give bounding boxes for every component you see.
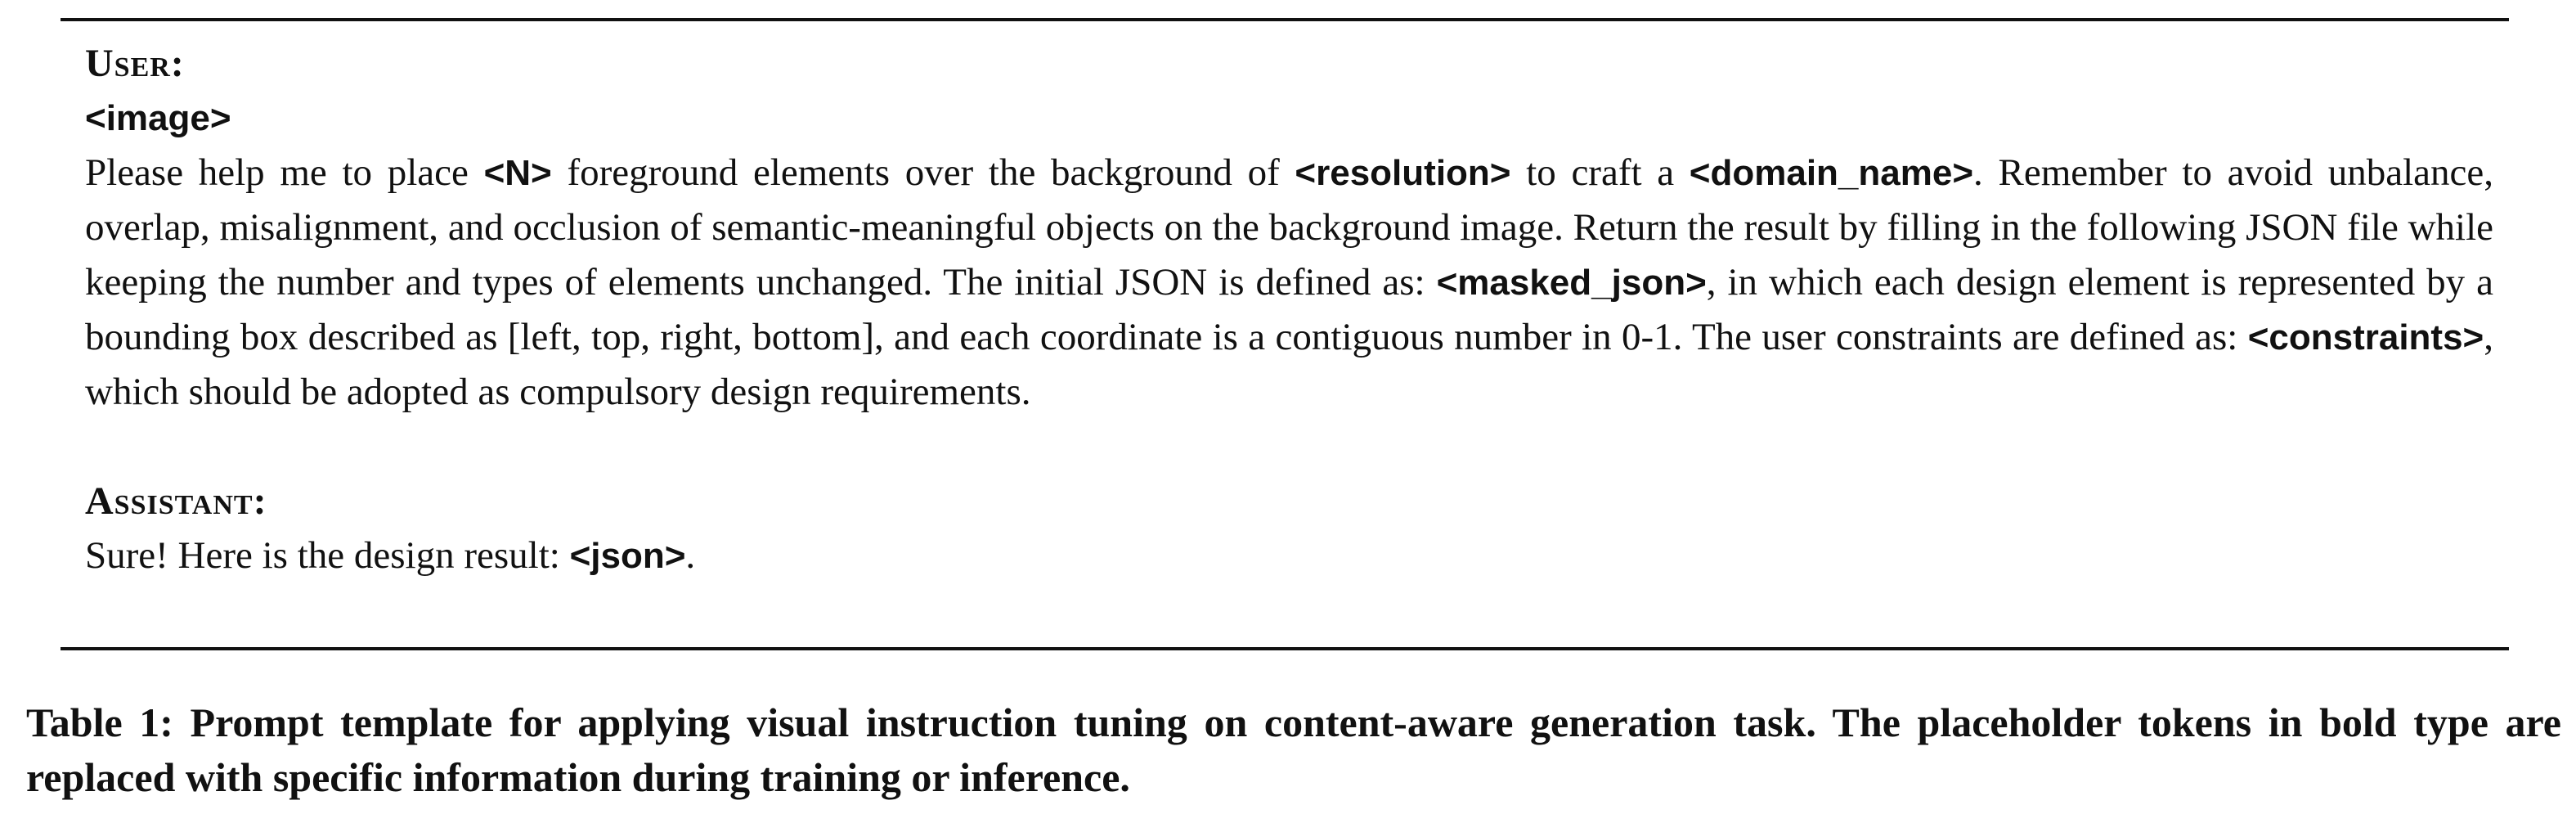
user-text-segment: Please help me to place [85, 151, 484, 194]
image-placeholder-token: <image> [85, 98, 231, 138]
constraints-placeholder-token: <constraints> [2247, 317, 2484, 358]
assistant-text-segment: Sure! Here is the design result: [85, 534, 570, 577]
table-top-rule [61, 18, 2509, 21]
user-text-segment: foreground elements over the background of [551, 151, 1295, 194]
user-text-segment: , which should be adopted as compulsory design requirements. [85, 316, 2493, 413]
assistant-speaker-label: Assistant: [85, 479, 267, 523]
resolution-placeholder-token: <resolution> [1295, 153, 1511, 193]
assistant-text-segment: . [685, 534, 696, 577]
table-caption: Table 1: Prompt template for applying visual instruction tuning on content-aware generation task. The placeholder tokens in bold type are replaced with specific information during training or inference. [26, 699, 2561, 800]
user-text-segment: , in which each design element is represented by a bounding box described as [left, top, right, bottom], and each coordinate is a contiguous number in 0-1. The user constraints are defined as: [85, 261, 2493, 358]
user-text-segment: to craft a [1510, 151, 1690, 194]
user-text-segment: . Remember to avoid unbalance, overlap, misalignment, and occlusion of semantic-meaningful objects on the background image. Return the result by filling in the following JSON file while keeping the number and types of elements unchanged. The initial JSON is defined as: [85, 151, 2493, 304]
json-placeholder-token: <json> [569, 536, 686, 576]
prompt-template-table [85, 36, 2493, 583]
domain-name-placeholder-token: <domain_name> [1689, 153, 1974, 193]
user-instruction-text [85, 146, 2493, 420]
masked-json-placeholder-token: <masked_json> [1436, 263, 1707, 303]
assistant-response-text [85, 534, 695, 577]
table-bottom-rule [61, 647, 2509, 650]
user-speaker-label: User: [85, 42, 185, 85]
n-placeholder-token: <N> [483, 153, 552, 193]
